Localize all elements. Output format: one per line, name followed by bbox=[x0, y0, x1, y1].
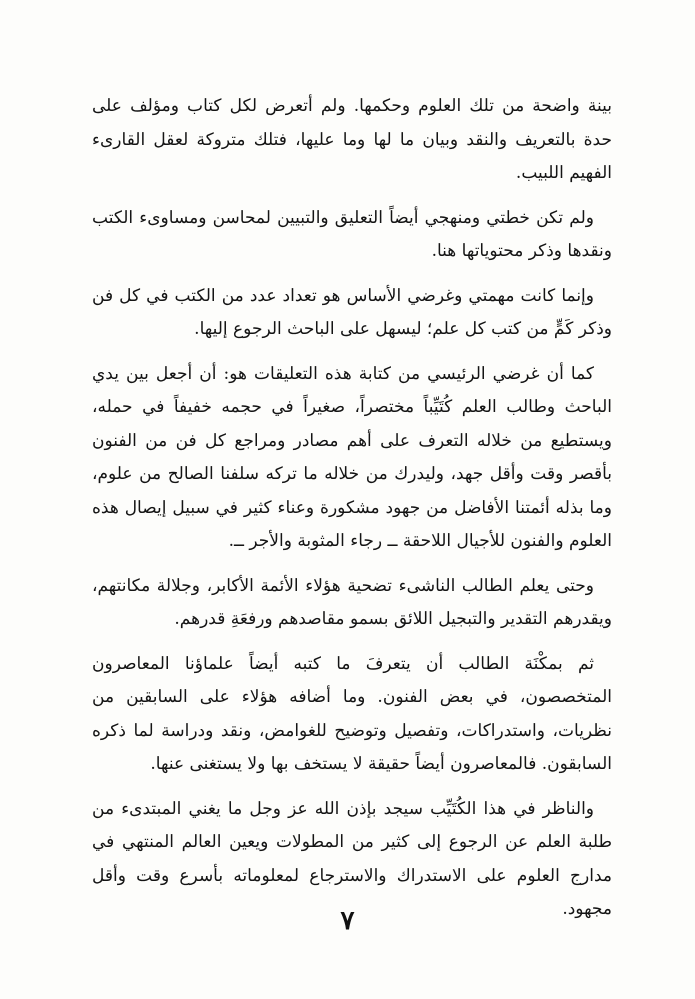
paragraph-1: بينة واضحة من تلك العلوم وحكمها. ولم أتعرض لكل كتاب ومؤلف على حدة بالتعريف والنقد وبيان ما لها وما عليها، فتلك متروكة لعقل القارىء الفهيم اللبيب. bbox=[92, 96, 612, 183]
body-text bbox=[92, 90, 612, 927]
paragraph-2: ولم تكن خطتي ومنهجي أيضاً التعليق والتبيين لمحاسن ومساوىء الكتب ونقدها وذكر محتوياتها هنا. bbox=[92, 207, 612, 261]
paragraph-7: والناظر في هذا الكُتَيِّب سيجد بإذن الله عز وجل ما يغني المبتدىء من طلبة العلم عن الرجوع إلى كثير من المطولات ويعين العالم المنتهي في مدارج العلوم على الاستدراك والاسترجاع لمعلوماته بأسرع وقت وأقل مجهود. bbox=[92, 798, 612, 919]
page-number: ٧ bbox=[340, 906, 355, 936]
paragraph-6: ثم بمكْنَة الطالب أن يتعرفَ ما كتبه أيضاً علماؤنا المعاصرون المتخصصون، في بعض الفنون. وما أضافه هؤلاء على السابقين من نظريات، واستدراكات، وتفصيل وتوضيح للغوامض، ونقد ودراسة لما ذكره السابقون. فالمعاصرون أيضاً حقيقة لا يستخف بها ولا يستغنى عنها. bbox=[92, 653, 612, 774]
paragraph-3: وإنما كانت مهمتي وغرضي الأساس هو تعداد عدد من الكتب في كل فن وذكر كَمٍّ من كتب كل علم؛ ليسهل على الباحث الرجوع إليها. bbox=[92, 285, 612, 339]
paragraph-4: كما أن غرضي الرئيسي من كتابة هذه التعليقات هو: أن أجعل بين يدي الباحث وطالب العلم كُتَيِّباً مختصراً، صغيراً في حجمه خفيفاً في حمله، ويستطيع من خلاله التعرف على أهم مصادر ومراجع كل فن من الفنون بأقصر وقت وأقل جهد، وليدرك من خلاله ما تركه سلفنا الصالح من علوم، وما بذله أئمتنا الأفاضل من جهود مشكورة وعناء كثير في سبيل إيصال هذه العلوم والفنون للأجيال اللاحقة ــ رجاء المثوبة والأجر ــ. bbox=[92, 363, 612, 551]
paragraph-5: وحتى يعلم الطالب الناشىء تضحية هؤلاء الأئمة الأكابر، وجلالة مكانتهم، ويقدرهم التقدير والتبجيل اللائق بسمو مقاصدهم ورفعَةِ قدرهم. bbox=[92, 575, 612, 629]
